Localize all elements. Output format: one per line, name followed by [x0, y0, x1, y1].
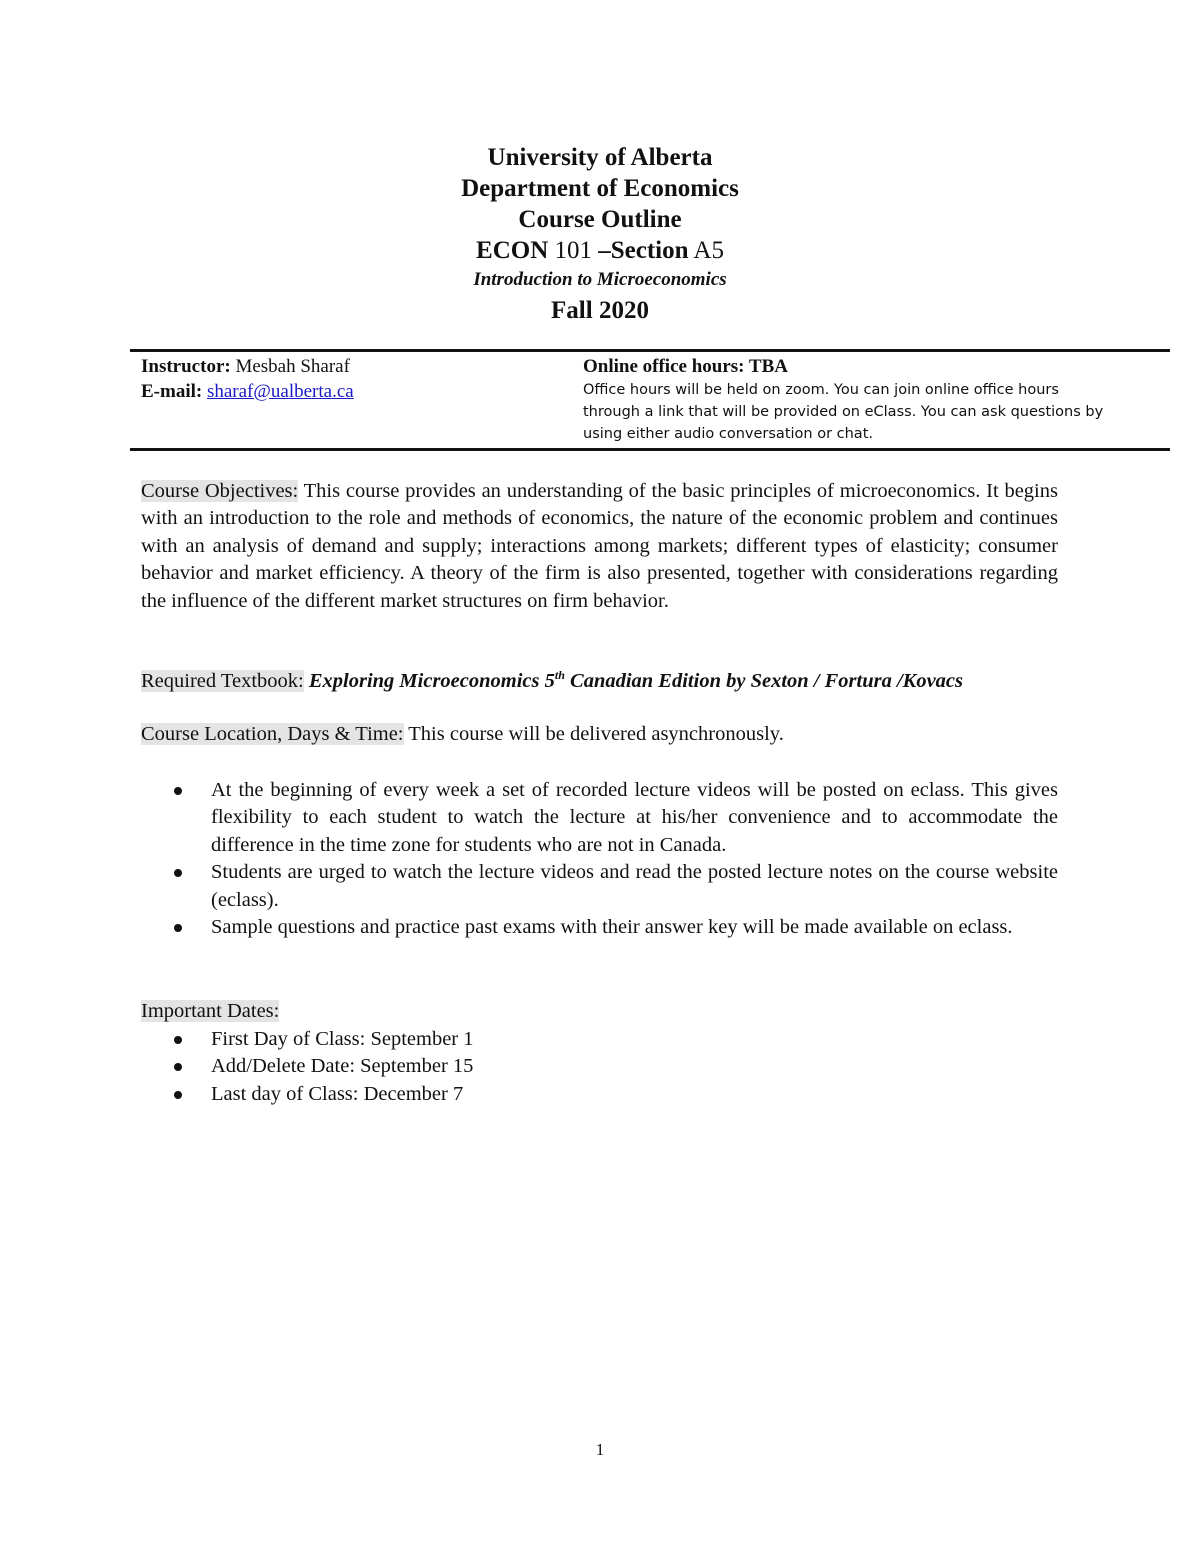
textbook-title-rest: Canadian Edition by Sexton / Fortura /Kovacs	[564, 670, 964, 692]
date-label: First Day of Class:	[211, 1028, 371, 1050]
date-value: September 1	[370, 1028, 474, 1050]
department-name: Department of Economics	[461, 175, 739, 202]
bullet-icon	[174, 1063, 182, 1071]
list-item	[141, 1081, 1058, 1108]
list-item	[141, 914, 1058, 941]
info-bottom-rule	[130, 448, 1170, 451]
office-hours-info	[583, 354, 1163, 445]
textbook-label: Required Textbook:	[141, 670, 304, 692]
instructor-info	[141, 354, 354, 404]
list-item-text: At the beginning of every week a set of recorded lecture videos will be posted on eclass. This gives flexibility to each student to watch the lecture at his/her convenience and to accommodate the difference in the time zone for students who are not in Canada.	[211, 779, 1058, 856]
email-label: E-mail:	[141, 381, 203, 402]
office-hours-line: through a link that will be provided on eClass. You can ask questions by	[583, 404, 1104, 420]
university-name: University of Alberta	[487, 144, 713, 171]
email-line	[141, 379, 354, 404]
textbook-title	[309, 670, 963, 692]
bullet-icon	[174, 869, 182, 877]
list-item-text: Sample questions and practice past exams with their answer key will be made available on eclass.	[211, 916, 1013, 939]
bullet-icon	[174, 1091, 182, 1099]
required-textbook	[141, 668, 1058, 695]
date-label: Last day of Class:	[211, 1082, 364, 1105]
section-id: A5	[693, 237, 724, 264]
bullet-icon	[174, 787, 182, 795]
course-location	[141, 721, 1058, 748]
list-item	[141, 859, 1058, 914]
document-title: Course Outline	[518, 206, 682, 233]
office-hours-line: using either audio conversation or chat.	[583, 426, 873, 442]
course-name: Introduction to Microeconomics	[473, 269, 727, 290]
instructor-line	[141, 354, 354, 379]
term: Fall 2020	[551, 297, 649, 324]
date-value: December 7	[363, 1082, 464, 1105]
title-block	[0, 142, 1200, 326]
list-item	[141, 1026, 1058, 1053]
objectives-text: This course provides an understanding of the basic principles of microeconomics. It begins with an introduction to the role and methods of economics, the nature of the economic problem and continues with an analysis of demand and supply; interactions among markets; different types of elasticity; consumer behavior and market efficiency. A theory of the firm is also presented, together with considerations regarding the influence of the different market structures on firm behavior.	[141, 480, 1058, 612]
dates-label: Important Dates:	[141, 1000, 280, 1022]
course-code: ECON	[476, 237, 549, 264]
page-number: 1	[595, 1440, 605, 1459]
course-objectives	[141, 478, 1058, 615]
course-code-line	[0, 235, 1200, 266]
instructor-label: Instructor:	[141, 356, 231, 377]
bullet-icon	[174, 1036, 182, 1044]
course-number: 101	[554, 237, 592, 264]
date-label: Add/Delete Date:	[211, 1055, 361, 1078]
section-prefix: –Section	[598, 237, 689, 264]
textbook-title-main: Exploring Microeconomics 5	[308, 670, 555, 692]
date-value: September 15	[360, 1055, 474, 1078]
location-label: Course Location, Days & Time:	[141, 723, 404, 745]
list-item-text: Students are urged to watch the lecture videos and read the posted lecture notes on the course website (eclass).	[211, 861, 1058, 911]
location-text: This course will be delivered asynchronously.	[403, 723, 784, 745]
office-hours-line: Office hours will be held on zoom. You can join online office hours	[583, 382, 1059, 398]
email-link[interactable]: sharaf@ualberta.ca	[206, 381, 354, 402]
instructor-name: Mesbah Sharaf	[235, 356, 350, 377]
list-item	[141, 777, 1058, 859]
dates-list	[141, 1026, 1058, 1108]
objectives-label: Course Objectives:	[141, 480, 299, 502]
textbook-edition-sup: th	[554, 668, 565, 683]
office-hours-text	[583, 379, 1163, 445]
important-dates-heading	[141, 998, 1058, 1025]
list-item	[141, 1053, 1058, 1080]
office-hours-title: Online office hours: TBA	[583, 356, 788, 377]
delivery-list	[141, 777, 1058, 941]
bullet-icon	[174, 924, 182, 932]
info-top-rule	[130, 349, 1170, 352]
